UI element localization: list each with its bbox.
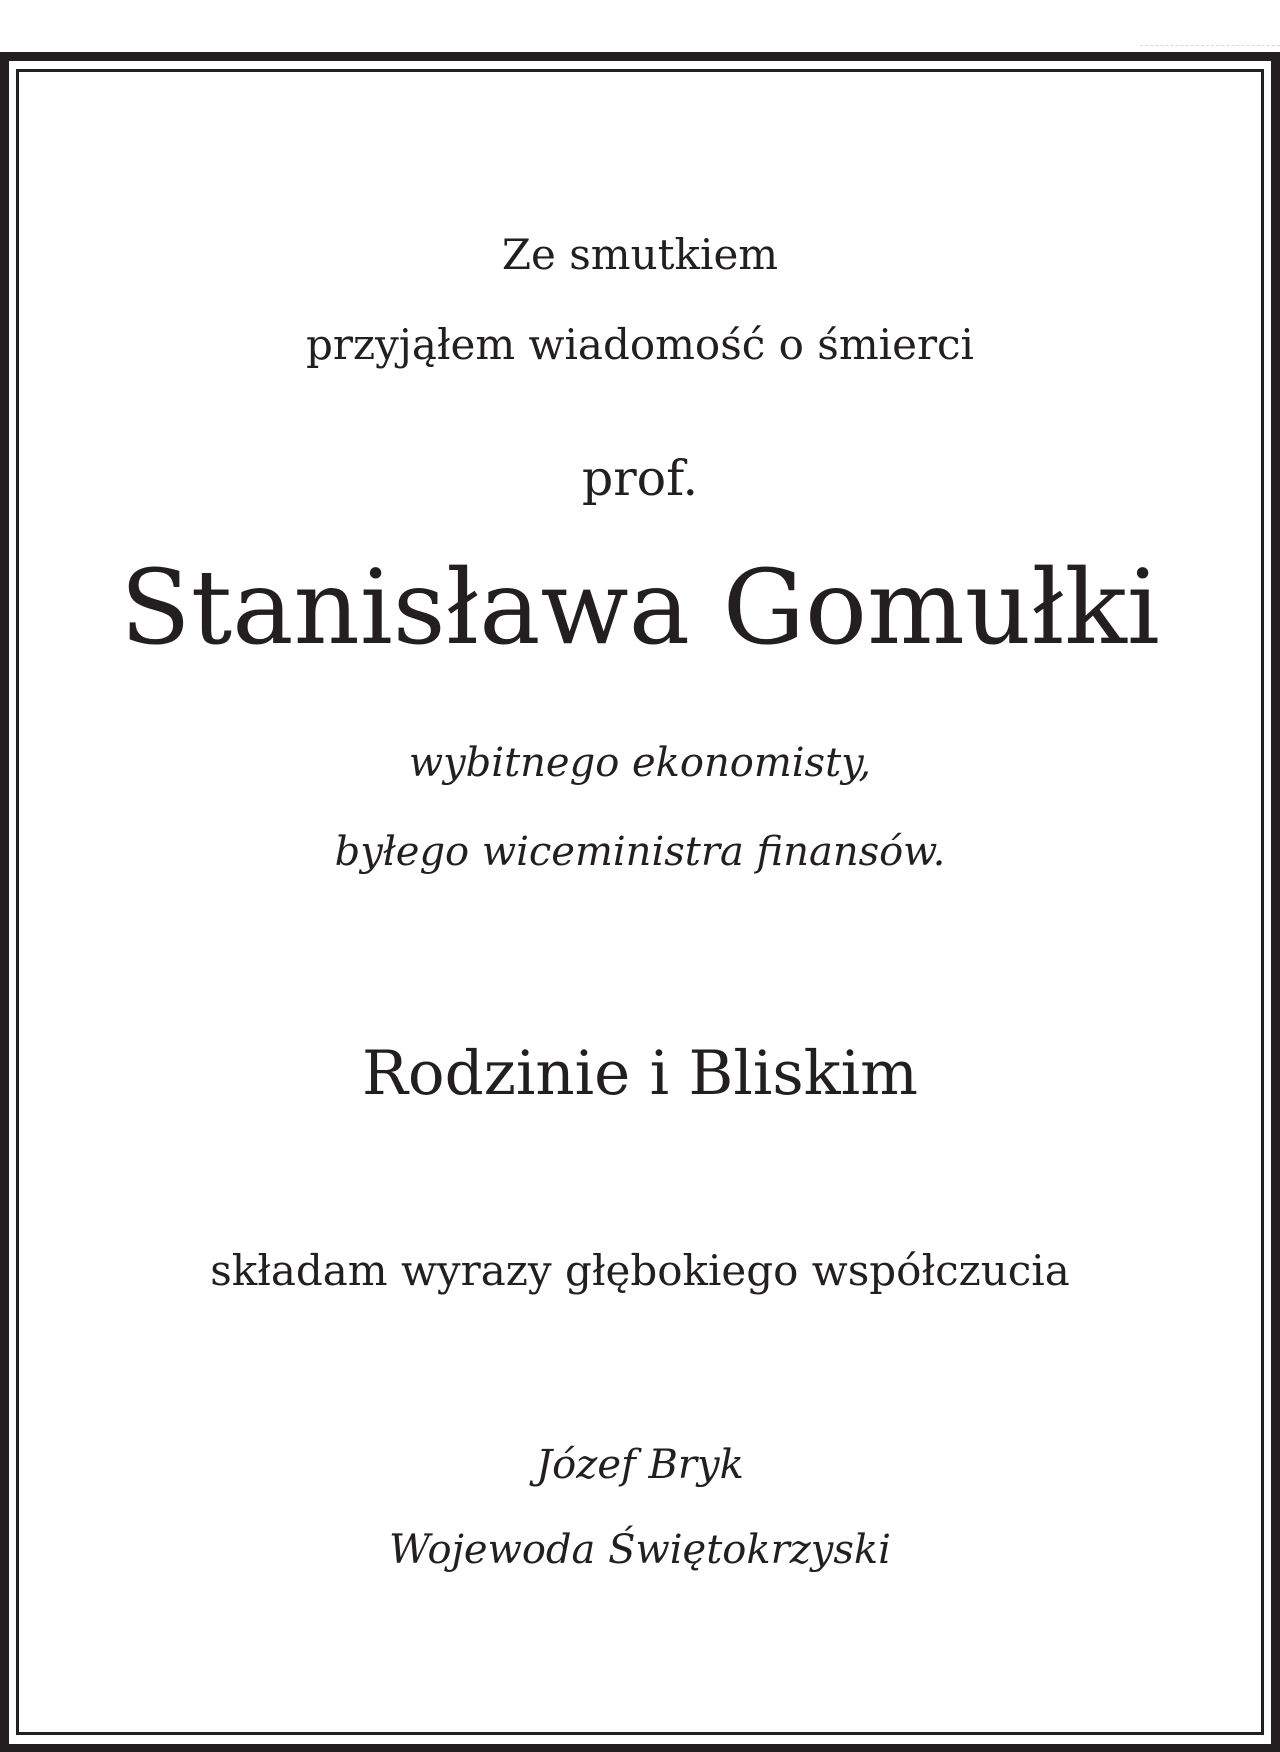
sympathy-line: składam wyrazy głębokiego współczucia (210, 1246, 1070, 1295)
opening-line-2: przyjąłem wiadomość o śmierci (305, 320, 974, 369)
deceased-name: Stanisława Gomułki (120, 548, 1160, 668)
academic-title: prof. (581, 450, 699, 507)
crop-mark (1140, 45, 1280, 46)
description-line-2: byłego wiceministra finansów. (334, 829, 946, 875)
addressee: Rodzinie i Bliskim (362, 1038, 918, 1109)
description-line-1: wybitnego ekonomisty, (408, 740, 872, 786)
opening-line-1: Ze smutkiem (501, 230, 779, 279)
signature-title: Wojewoda Świętokrzyski (389, 1527, 891, 1573)
signature-name: Józef Bryk (536, 1442, 744, 1488)
